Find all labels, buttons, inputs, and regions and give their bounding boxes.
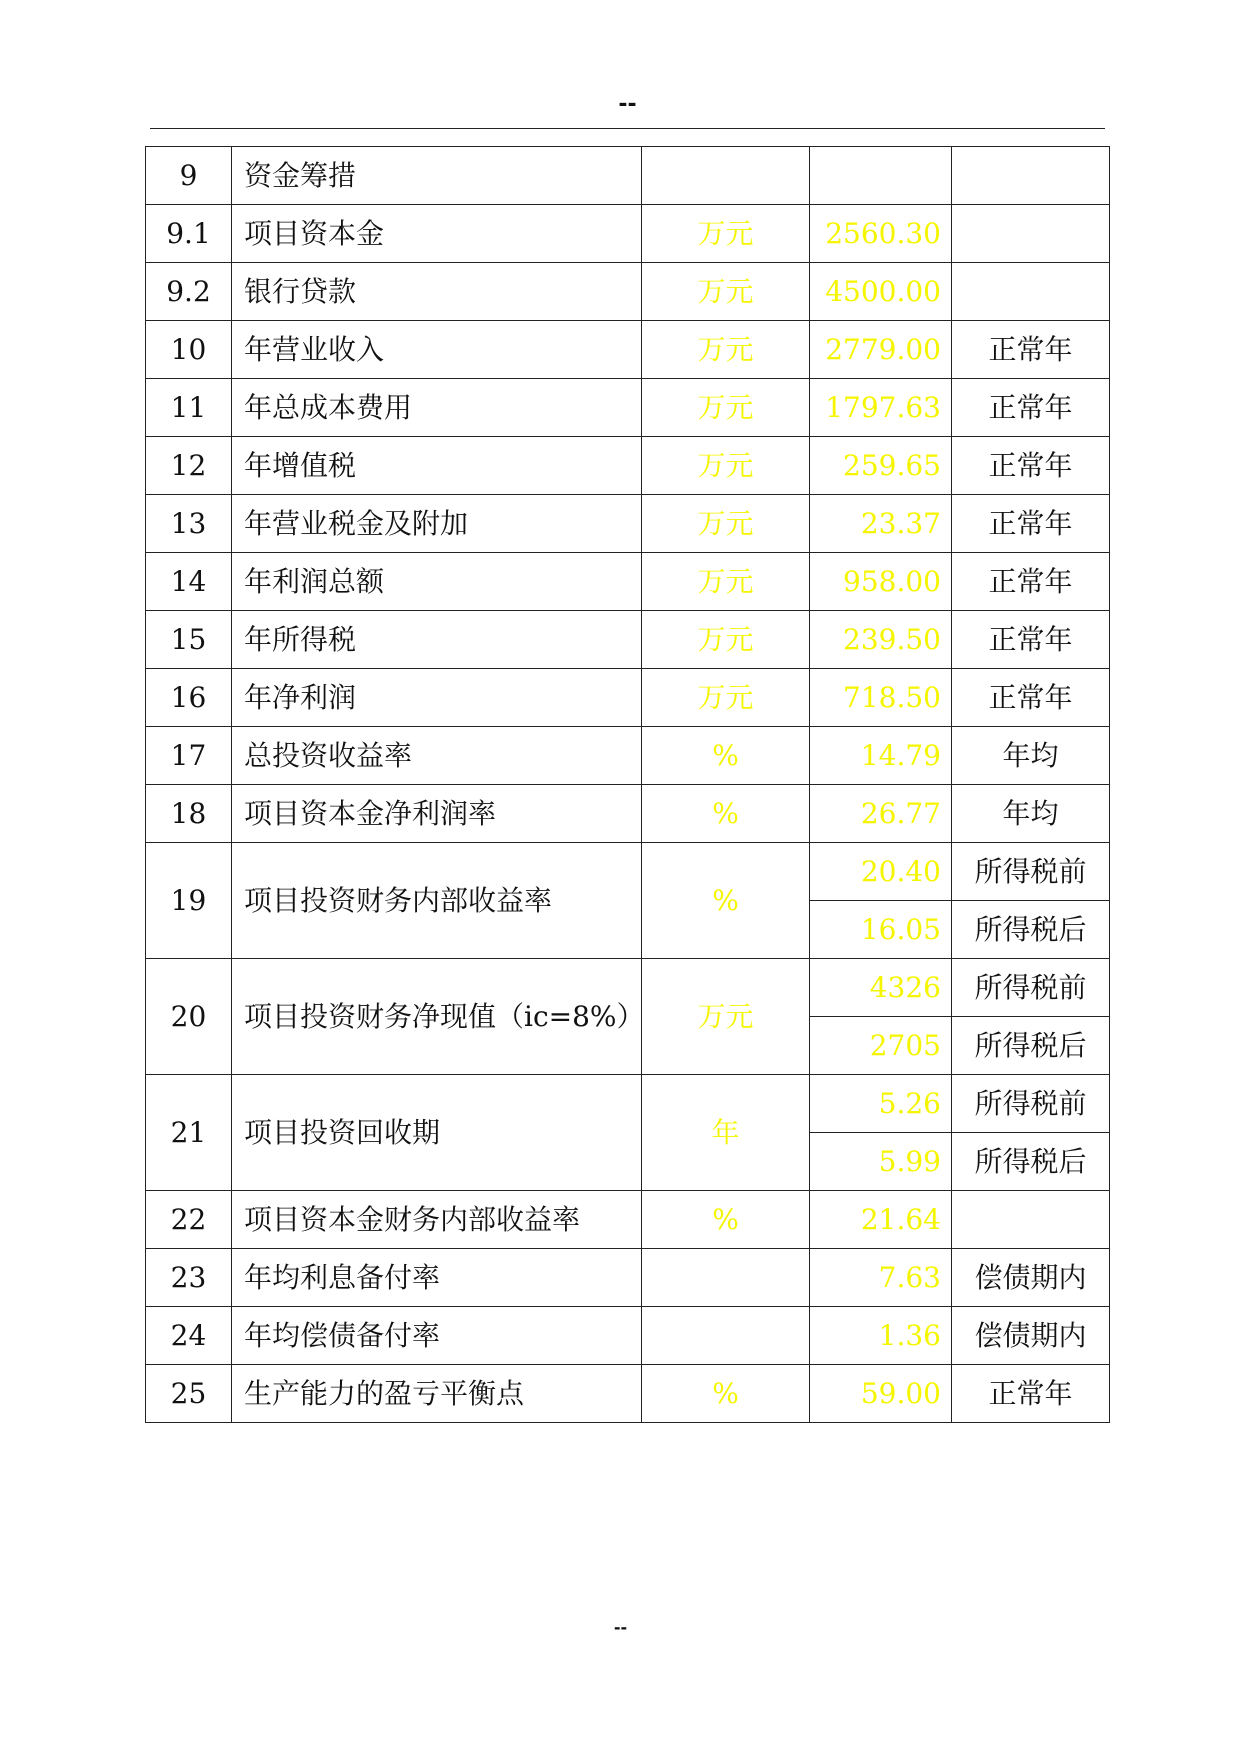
- row-number-cell: 18: [146, 785, 232, 843]
- indicator-name-cell: 年营业税金及附加: [232, 495, 642, 553]
- note-cell: 正常年: [952, 669, 1110, 727]
- row-number-cell: 17: [146, 727, 232, 785]
- unit-cell: %: [642, 1191, 810, 1249]
- table-row: [146, 321, 1110, 379]
- page-header-text: --: [618, 92, 637, 117]
- unit-cell: 年: [642, 1075, 810, 1191]
- value-cell: [810, 147, 952, 205]
- table-row: [146, 843, 1110, 901]
- unit-cell: %: [642, 727, 810, 785]
- indicator-name-cell: 项目投资财务净现值（iс=8%）: [232, 959, 642, 1075]
- indicator-name-cell: 项目资本金财务内部收益率: [232, 1191, 642, 1249]
- value-cell: 59.00: [810, 1365, 952, 1423]
- indicator-name-cell: 项目资本金: [232, 205, 642, 263]
- table-row: [146, 553, 1110, 611]
- unit-cell: 万元: [642, 553, 810, 611]
- note-cell: 所得税前: [952, 843, 1110, 901]
- unit-cell: 万元: [642, 437, 810, 495]
- value-cell: 2560.30: [810, 205, 952, 263]
- unit-cell: %: [642, 843, 810, 959]
- indicator-name-cell: 生产能力的盈亏平衡点: [232, 1365, 642, 1423]
- indicator-name-cell: 项目投资财务内部收益率: [232, 843, 642, 959]
- note-cell: [952, 147, 1110, 205]
- indicator-name-cell: 总投资收益率: [232, 727, 642, 785]
- indicator-name-cell: 银行贷款: [232, 263, 642, 321]
- table-row: [146, 495, 1110, 553]
- row-number-cell: 9.2: [146, 263, 232, 321]
- value-cell: 21.64: [810, 1191, 952, 1249]
- value-cell: 958.00: [810, 553, 952, 611]
- table-row: [146, 727, 1110, 785]
- row-number-cell: 20: [146, 959, 232, 1075]
- indicator-name-cell: 年均利息备付率: [232, 1249, 642, 1307]
- row-number-cell: 15: [146, 611, 232, 669]
- row-number-cell: 9: [146, 147, 232, 205]
- row-number-cell: 9.1: [146, 205, 232, 263]
- row-number-cell: 24: [146, 1307, 232, 1365]
- table-row: [146, 1075, 1110, 1133]
- value-cell: 20.40: [810, 843, 952, 901]
- unit-cell: 万元: [642, 321, 810, 379]
- indicator-name-cell: 年净利润: [232, 669, 642, 727]
- table-row: [146, 263, 1110, 321]
- unit-cell: %: [642, 1365, 810, 1423]
- table-row: [146, 611, 1110, 669]
- unit-cell: 万元: [642, 379, 810, 437]
- table-row: [146, 1191, 1110, 1249]
- row-number-cell: 12: [146, 437, 232, 495]
- row-number-cell: 11: [146, 379, 232, 437]
- indicator-name-cell: 年总成本费用: [232, 379, 642, 437]
- value-cell: 7.63: [810, 1249, 952, 1307]
- row-number-cell: 22: [146, 1191, 232, 1249]
- note-cell: 所得税前: [952, 1075, 1110, 1133]
- indicator-name-cell: 项目资本金净利润率: [232, 785, 642, 843]
- indicator-name-cell: 年利润总额: [232, 553, 642, 611]
- note-cell: [952, 205, 1110, 263]
- row-number-cell: 10: [146, 321, 232, 379]
- note-cell: [952, 263, 1110, 321]
- note-cell: [952, 1191, 1110, 1249]
- indicator-name-cell: 年增值税: [232, 437, 642, 495]
- unit-cell: %: [642, 785, 810, 843]
- value-cell: 14.79: [810, 727, 952, 785]
- table-row: [146, 785, 1110, 843]
- value-cell: 2779.00: [810, 321, 952, 379]
- note-cell: 偿债期内: [952, 1307, 1110, 1365]
- value-cell: 239.50: [810, 611, 952, 669]
- page-header: [150, 92, 1105, 129]
- value-cell: 23.37: [810, 495, 952, 553]
- table-row: [146, 1365, 1110, 1423]
- value-cell: 5.99: [810, 1133, 952, 1191]
- table-row: [146, 205, 1110, 263]
- value-cell: 718.50: [810, 669, 952, 727]
- note-cell: 正常年: [952, 379, 1110, 437]
- note-cell: 正常年: [952, 437, 1110, 495]
- value-cell: 4500.00: [810, 263, 952, 321]
- note-cell: 正常年: [952, 321, 1110, 379]
- row-number-cell: 14: [146, 553, 232, 611]
- value-cell: 2705: [810, 1017, 952, 1075]
- note-cell: 年均: [952, 727, 1110, 785]
- value-cell: 4326: [810, 959, 952, 1017]
- indicator-name-cell: 资金筹措: [232, 147, 642, 205]
- unit-cell: 万元: [642, 959, 810, 1075]
- value-cell: 259.65: [810, 437, 952, 495]
- note-cell: 正常年: [952, 495, 1110, 553]
- value-cell: 1.36: [810, 1307, 952, 1365]
- financial-indicators-table: [145, 146, 1110, 1423]
- row-number-cell: 25: [146, 1365, 232, 1423]
- table-row: [146, 959, 1110, 1017]
- unit-cell: [642, 147, 810, 205]
- unit-cell: 万元: [642, 263, 810, 321]
- row-number-cell: 21: [146, 1075, 232, 1191]
- table-row: [146, 147, 1110, 205]
- indicator-name-cell: 年营业收入: [232, 321, 642, 379]
- note-cell: 所得税后: [952, 1133, 1110, 1191]
- value-cell: 5.26: [810, 1075, 952, 1133]
- unit-cell: [642, 1307, 810, 1365]
- page-footer-text: --: [613, 1618, 628, 1637]
- row-number-cell: 16: [146, 669, 232, 727]
- note-cell: 年均: [952, 785, 1110, 843]
- table-body: [146, 147, 1110, 1423]
- indicator-name-cell: 年均偿债备付率: [232, 1307, 642, 1365]
- unit-cell: 万元: [642, 205, 810, 263]
- note-cell: 正常年: [952, 1365, 1110, 1423]
- row-number-cell: 19: [146, 843, 232, 959]
- indicator-name-cell: 项目投资回收期: [232, 1075, 642, 1191]
- value-cell: 1797.63: [810, 379, 952, 437]
- table-row: [146, 1249, 1110, 1307]
- unit-cell: 万元: [642, 611, 810, 669]
- note-cell: 偿债期内: [952, 1249, 1110, 1307]
- value-cell: 26.77: [810, 785, 952, 843]
- unit-cell: [642, 1249, 810, 1307]
- row-number-cell: 23: [146, 1249, 232, 1307]
- table-row: [146, 669, 1110, 727]
- table-row: [146, 379, 1110, 437]
- row-number-cell: 13: [146, 495, 232, 553]
- note-cell: 正常年: [952, 553, 1110, 611]
- note-cell: 正常年: [952, 611, 1110, 669]
- table-row: [146, 1307, 1110, 1365]
- indicator-name-cell: 年所得税: [232, 611, 642, 669]
- table-row: [146, 437, 1110, 495]
- note-cell: 所得税后: [952, 901, 1110, 959]
- page-footer: [0, 1618, 1241, 1637]
- unit-cell: 万元: [642, 495, 810, 553]
- note-cell: 所得税前: [952, 959, 1110, 1017]
- note-cell: 所得税后: [952, 1017, 1110, 1075]
- value-cell: 16.05: [810, 901, 952, 959]
- unit-cell: 万元: [642, 669, 810, 727]
